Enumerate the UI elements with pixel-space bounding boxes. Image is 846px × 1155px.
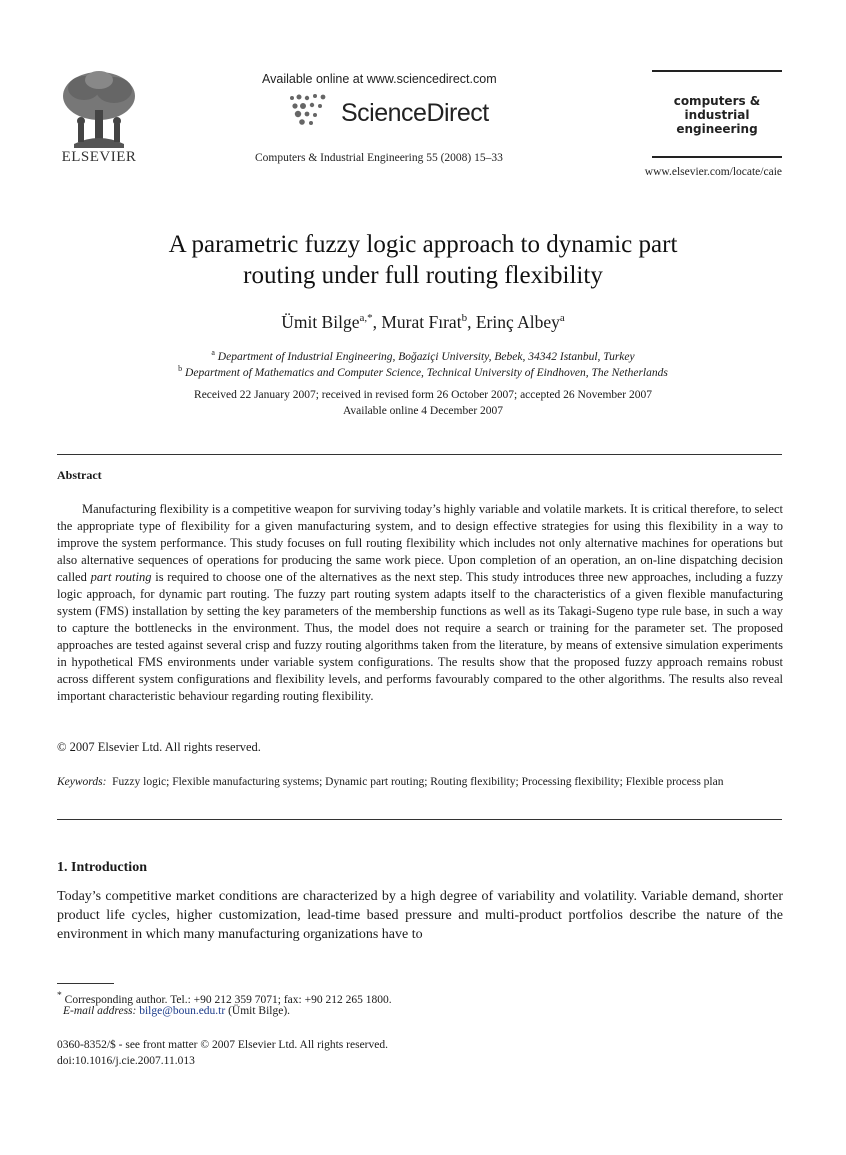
article-dates: Received 22 January 2007; received in revised form 26 October 2007; accepted 26 November 2007 bbox=[194, 389, 652, 401]
abstract-emphasis: part routing bbox=[90, 570, 152, 584]
footnote-rule bbox=[57, 983, 114, 984]
available-online-date: Available online 4 December 2007 bbox=[342, 405, 504, 417]
author-separator: , bbox=[372, 312, 382, 332]
footnote-email bbox=[57, 1003, 789, 1019]
title-line: A parametric fuzzy logic approach to dynamic part bbox=[168, 231, 678, 258]
affiliation-text: Department of Mathematics and Computer Science, Technical University of Eindhoven, The Netherlands bbox=[185, 366, 668, 379]
affiliation-mark: a bbox=[211, 348, 215, 357]
keywords-text: Fuzzy logic; Flexible manufacturing systems; Dynamic part routing; Routing flexibility; Processing flexibility; Flexible process plan bbox=[112, 776, 724, 788]
journal-logo-line: industrial bbox=[684, 108, 750, 122]
article-title bbox=[80, 229, 766, 291]
sciencedirect-dots-icon bbox=[286, 92, 338, 128]
introduction-body bbox=[57, 868, 783, 944]
author-name[interactable]: Erinç Albey bbox=[475, 312, 560, 332]
journal-url-link[interactable]: www.elsevier.com/locate/caie bbox=[644, 166, 782, 178]
doi[interactable]: doi:10.1016/j.cie.2007.11.013 bbox=[57, 1055, 195, 1067]
author-affil-mark[interactable]: a bbox=[559, 312, 565, 325]
author-name[interactable]: Murat Fırat bbox=[381, 312, 462, 332]
introduction-text: Today’s competitive market conditions are characterized by a high degree of variability and volatility. Variable demand, shorter product life cycles, higher customization, lead-time based pressure and multi-product portfolios describe the nature of the environment in which many manufacturing organizations have to bbox=[57, 889, 783, 942]
journal-logo bbox=[652, 94, 782, 136]
email-owner: (Ümit Bilge). bbox=[225, 1005, 291, 1017]
affiliation-mark: b bbox=[178, 364, 183, 373]
author-affil-mark[interactable]: b bbox=[461, 312, 468, 325]
keywords bbox=[57, 774, 783, 790]
author-list bbox=[80, 312, 766, 333]
footnote-mark: * bbox=[57, 990, 62, 1001]
divider bbox=[57, 819, 782, 820]
abstract-heading: Abstract bbox=[57, 468, 102, 482]
title-line: routing under full routing flexibility bbox=[243, 262, 603, 289]
abstract-text: is required to choose one of the alternatives as the next step. This study introduces three new approaches, including a fuzzy logic approach, for dynamic part routing. The fuzzy part routing system adapts itself to the characteristics of a given flexible manufacturing system (FMS) installation by setting the key parameters of the membership functions as well as its Takagi-Sugeno type rule base, in such a way to capture the bottlenecks in the environment. Thus, the model does not require a search or training for the parameter set. The proposed approaches are tested against several crisp and fuzzy routing algorithms taken from the literature, by means of extensive simulation experiments in hypothetical FMS environments under variable system configurations. The results show that the proposed fuzzy approach remains robust across different system configurations and flexibility levels, and performs favourably compared to the other algorithms. The results also reveal important characteristic behaviour regarding routing flexibility. bbox=[57, 570, 783, 703]
author-affil-mark[interactable]: a,* bbox=[359, 312, 373, 325]
front-matter: 0360-8352/$ - see front matter © 2007 Elsevier Ltd. All rights reserved. bbox=[57, 1039, 388, 1051]
keywords-label: Keywords: bbox=[57, 776, 107, 788]
journal-logo-rule-bottom bbox=[652, 156, 782, 158]
divider bbox=[57, 454, 782, 455]
email-link[interactable]: bilge@boun.edu.tr bbox=[139, 1005, 226, 1017]
abstract-copyright: © 2007 Elsevier Ltd. All rights reserved. bbox=[57, 740, 261, 754]
journal-logo-line: engineering bbox=[676, 122, 758, 136]
author-separator: , bbox=[467, 312, 476, 332]
abstract-text: Manufacturing flexibility is a competitive weapon for surviving today’s highly variable and volatile markets. It is critical therefore, to select the appropriate type of flexibility for a given manufacturing system, and to design effective strategies for using this flexibility in a way to improve the system performance. This study focuses on full routing flexibility which includes not only alternative machines for operations but also alternative sequences of operations for producing the same work piece. Upon completion of an operation, an on-line dispatching decision called bbox=[57, 502, 783, 584]
available-online-text: Available online at www.sciencedirect.com bbox=[262, 72, 497, 86]
journal-logo-line: computers & bbox=[673, 94, 761, 108]
footnote-text: Corresponding author. Tel.: +90 212 359 7071; fax: +90 212 265 1800. bbox=[64, 993, 392, 1006]
author-name[interactable]: Ümit Bilge bbox=[281, 312, 360, 332]
abstract-body bbox=[57, 501, 783, 705]
section-heading: 1. Introduction bbox=[57, 860, 147, 875]
journal-reference: Computers & Industrial Engineering 55 (2008) 15–33 bbox=[255, 152, 503, 164]
affiliation-text: Department of Industrial Engineering, Boğaziçi University, Bebek, 34342 Istanbul, Turkey bbox=[217, 350, 635, 363]
email-label: E-mail address: bbox=[63, 1005, 137, 1017]
sciencedirect-brand: ScienceDirect bbox=[341, 99, 489, 127]
affiliation bbox=[60, 364, 786, 379]
affiliation bbox=[60, 348, 786, 363]
journal-logo-rule-top bbox=[652, 70, 782, 72]
publisher-name: ELSEVIER bbox=[61, 149, 137, 165]
